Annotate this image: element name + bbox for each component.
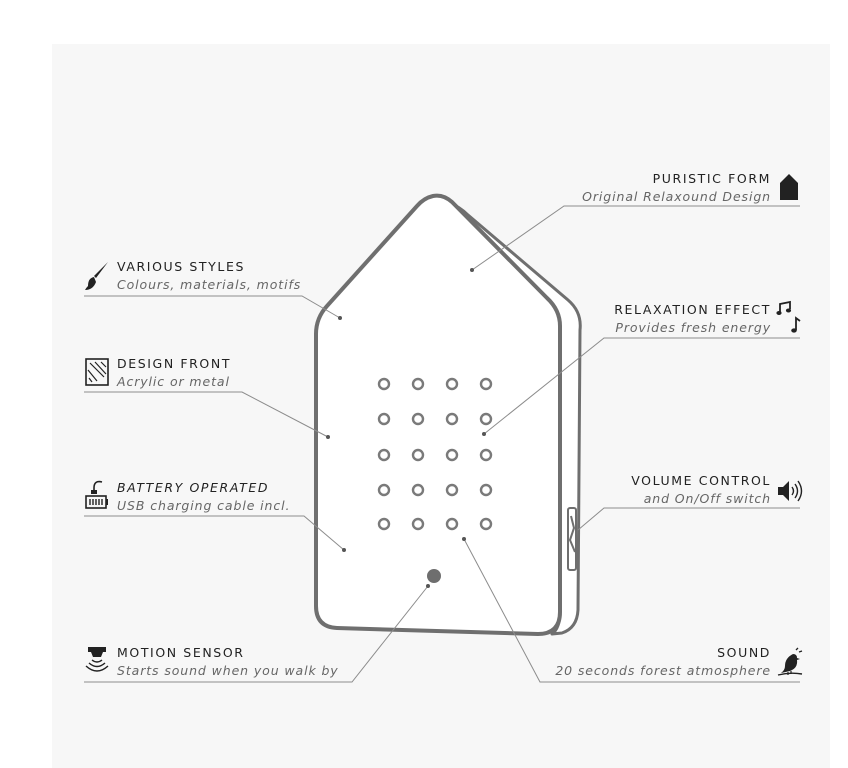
leader-various-styles	[84, 296, 340, 318]
leader-battery	[84, 516, 344, 550]
feature-various-styles	[117, 259, 301, 293]
feature-puristic-form	[582, 171, 771, 205]
motion-sensor-icon	[84, 645, 110, 675]
feature-volume-control	[631, 473, 771, 507]
feature-battery-operated	[117, 480, 290, 514]
feature-motion-sensor	[117, 645, 339, 679]
speaker-icon	[776, 478, 804, 504]
leader-volume	[578, 508, 800, 530]
design-front-title: DESIGN FRONT	[117, 356, 232, 371]
bird-icon	[776, 646, 804, 678]
design-front-subtitle: Acrylic or metal	[117, 374, 230, 389]
leader-design-front	[84, 392, 328, 437]
volume-switch	[568, 508, 576, 570]
volume-control-title: VOLUME CONTROL	[631, 473, 771, 488]
various-styles-subtitle: Colours, materials, motifs	[117, 277, 302, 292]
feature-sound	[555, 645, 771, 679]
battery-operated-title: BATTERY OPERATED	[117, 480, 270, 495]
volume-control-subtitle: and On/Off switch	[643, 491, 771, 506]
sound-title: SOUND	[717, 645, 771, 660]
battery-icon	[84, 478, 110, 512]
motion-sensor-subtitle: Starts sound when you walk by	[117, 663, 339, 678]
motion-sensor-title: MOTION SENSOR	[117, 645, 245, 660]
house-shape-icon	[778, 172, 800, 202]
feature-design-front	[117, 356, 231, 390]
motion-sensor-dot	[427, 569, 441, 583]
feature-relaxation-effect	[614, 302, 771, 336]
puristic-form-title: PURISTIC FORM	[652, 171, 771, 186]
sound-subtitle: 20 seconds forest atmosphere	[555, 663, 771, 678]
relaxation-effect-title: RELAXATION EFFECT	[614, 302, 771, 317]
brush-icon	[84, 260, 110, 292]
glass-panel-icon	[85, 358, 111, 388]
battery-operated-subtitle: USB charging cable incl.	[117, 498, 291, 513]
relaxation-effect-subtitle: Provides fresh energy	[615, 320, 771, 335]
various-styles-title: VARIOUS STYLES	[117, 259, 245, 274]
music-notes-icon	[776, 300, 802, 336]
puristic-form-subtitle: Original Relaxound Design	[582, 189, 771, 204]
